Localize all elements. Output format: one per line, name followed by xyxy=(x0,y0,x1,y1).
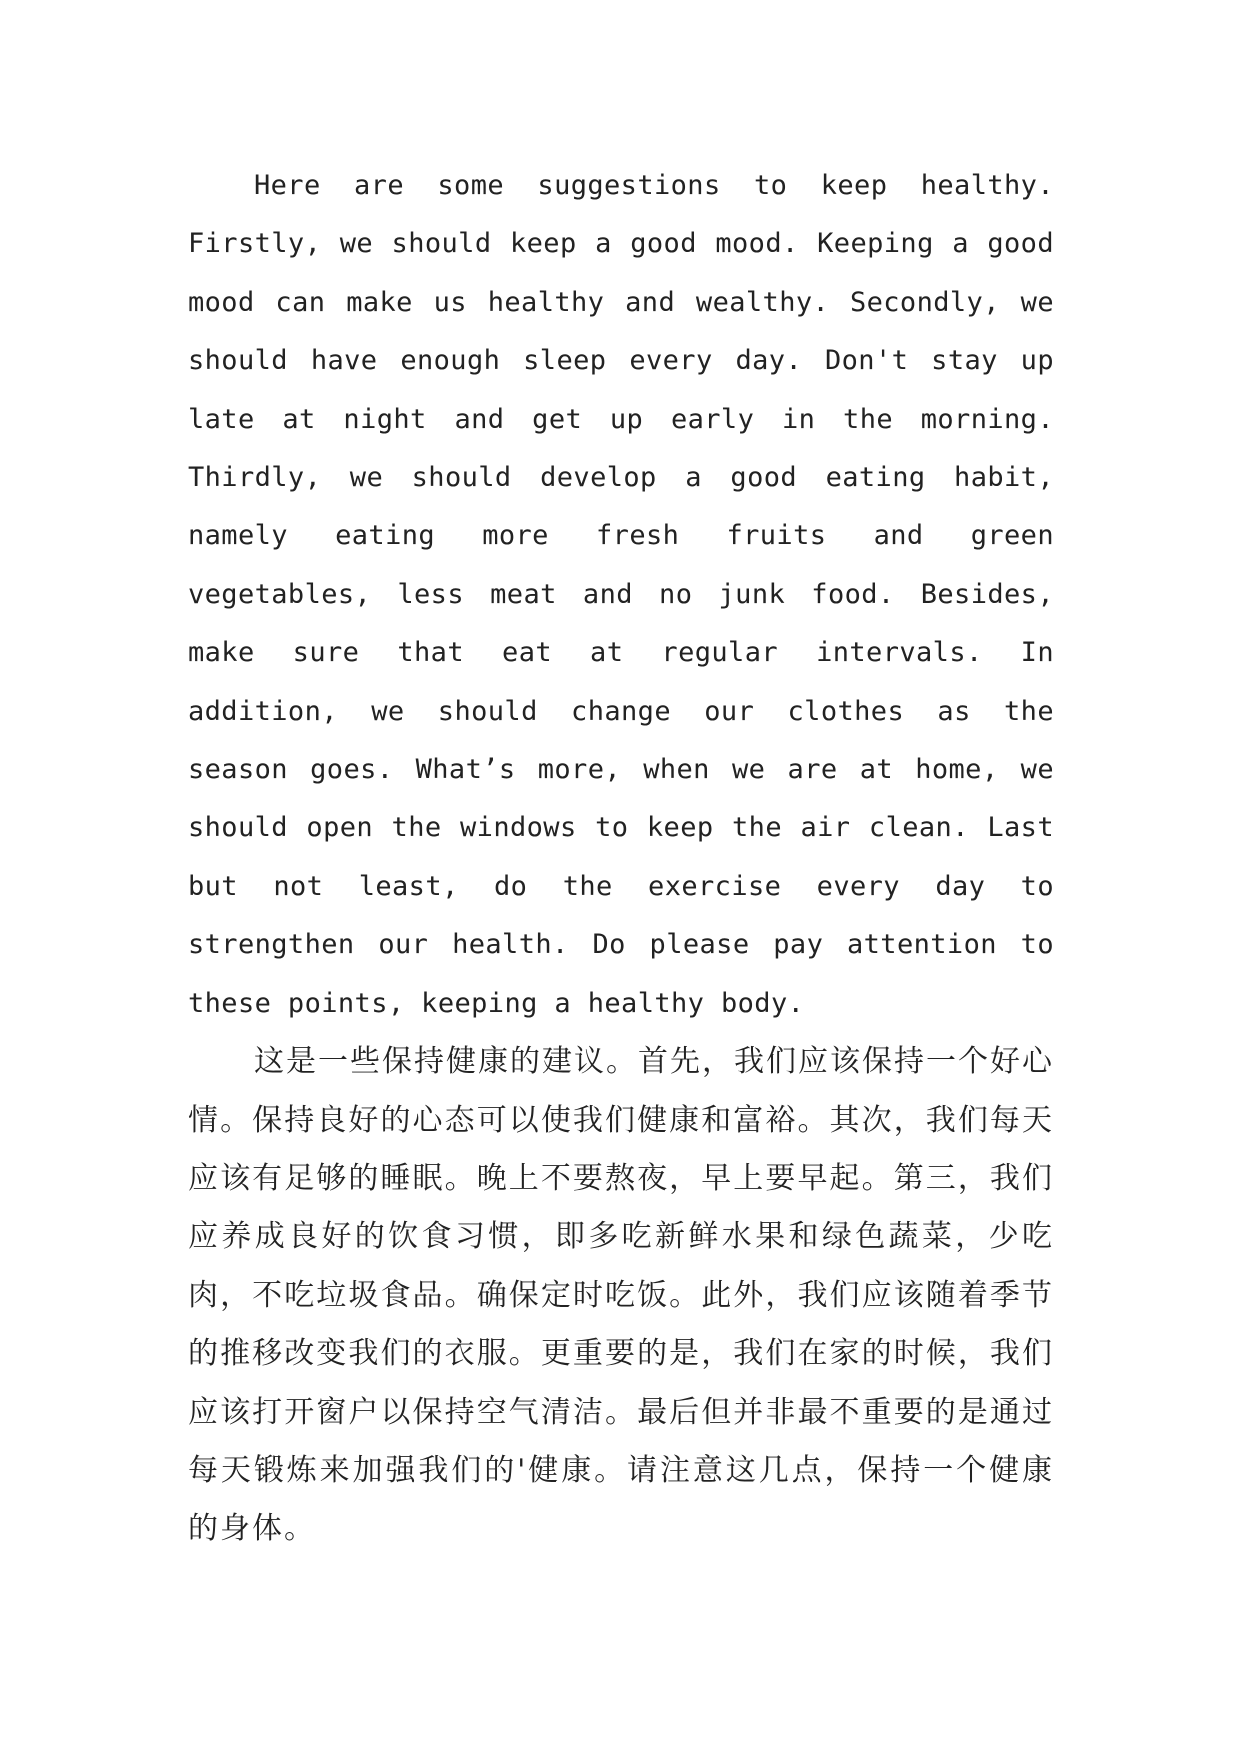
english-paragraph: Here are some suggestions to keep healthy. Firstly, we should keep a good mood. Keeping a good mood can make us healthy and wealthy. Secondly, we should have enough sleep every day. Don't stay up late at night and get up early in the morning. Thirdly, we should develop a good eating habit, namely eating more fresh fruits and green vegetables, less meat and no junk food. Besides, make sure that eat at regular intervals. In addition, we should change our clothes as the season goes. What’s more, when we are at home, we should open the windows to keep the air clean. Last but not least, do the exercise every day to strengthen our health. Do please pay attention to these points, keeping a healthy body. xyxy=(188,170,1054,1019)
chinese-paragraph: 这是一些保持健康的建议。首先，我们应该保持一个好心情。保持良好的心态可以使我们健康和富裕。其次，我们每天应该有足够的睡眠。晚上不要熬夜，早上要早起。第三，我们应养成良好的饮食习惯，即多吃新鲜水果和绿色蔬菜，少吃肉，不吃垃圾食品。确保定时吃饭。此外，我们应该随着季节的推移改变我们的衣服。更重要的是，我们在家的时候，我们应该打开窗户以保持空气清洁。最后但并非最不重要的是通过每天锻炼来加强我们的'健康。请注意这几点，保持一个健康的身体。 xyxy=(188,1044,1054,1547)
document-body xyxy=(188,157,1054,1559)
